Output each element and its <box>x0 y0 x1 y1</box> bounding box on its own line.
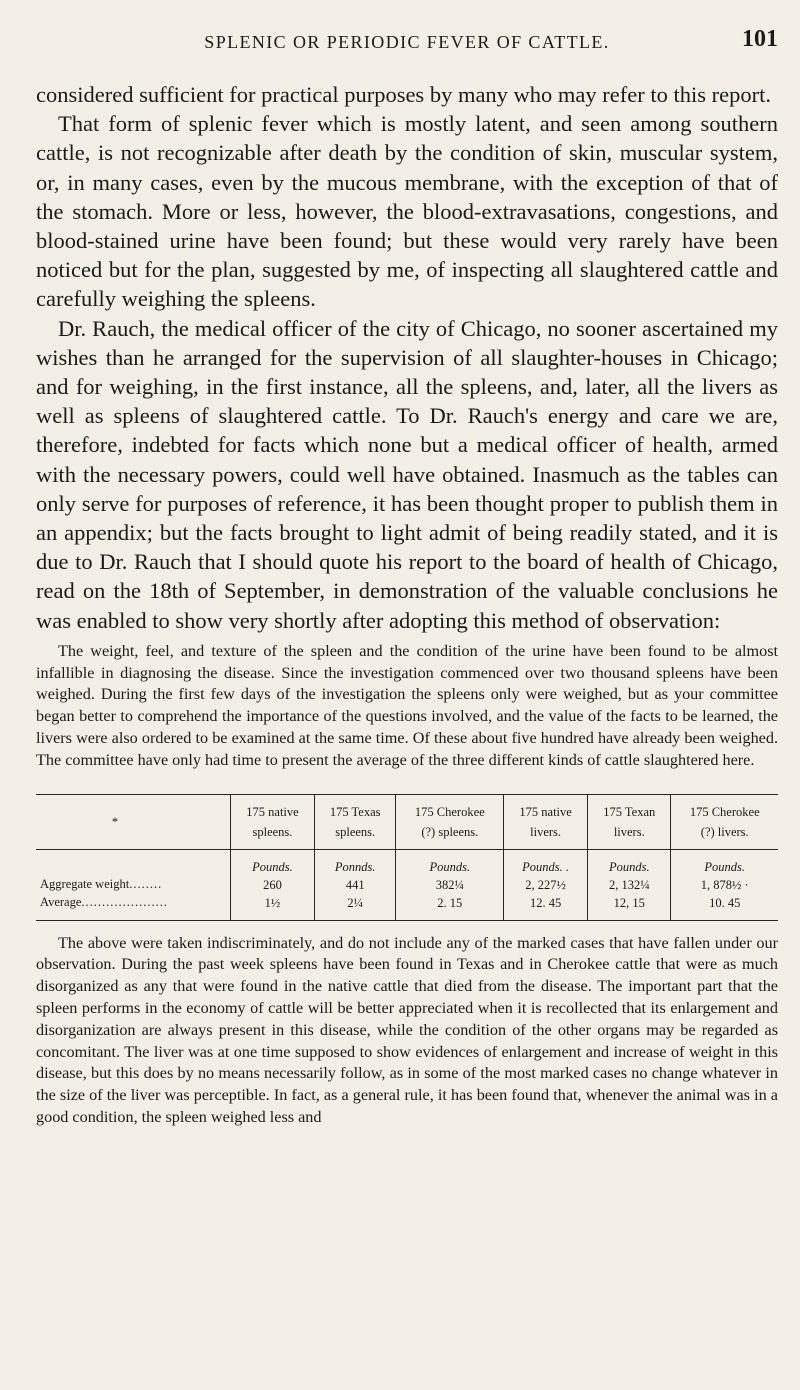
column-header <box>671 794 778 849</box>
table-header-row <box>36 794 778 849</box>
table-row <box>36 876 778 894</box>
table-cell: 260 <box>231 876 315 894</box>
weights-table <box>36 794 778 921</box>
column-header-line: 175 native <box>246 804 299 819</box>
paragraph: The above were taken indiscriminately, and do not include any of the marked cases that have fallen under our observation. During the past week spleens have been found in Texas and in Cherokee cattle that were as much disorganized as any that were found in the native cattle that died from the disease. The important part that the spleen performs in the economy of cattle will be better appreciated when it is recollected that its enlargement and disorganization are always present in this disease, while the condition of the other organs may be regarded as concomitant. The liver was at one time supposed to show evidences of enlargement and increase of weight in this disease, but this does by no means necessarily follow, as in some of the most marked cases no change whatever in the size of the liver was perceptible. In fact, as a general rule, it has been found that, whenever the animal was in a good condition, the spleen weighed less and <box>36 933 778 1127</box>
table-cell: 2¼ <box>314 894 396 921</box>
table-cell: 12, 15 <box>588 894 671 921</box>
column-header <box>314 794 396 849</box>
page-number: 101 <box>742 26 778 52</box>
unit-cell: Pounds. <box>396 849 504 876</box>
table-stub-header <box>36 794 231 849</box>
unit-cell: Pounds. <box>588 849 671 876</box>
unit-cell: Pounds. <box>231 849 315 876</box>
paragraph: Dr. Rauch, the medical officer of the city of Chicago, no sooner ascertained my wishes than he arranged for the supervision of all slaughter-houses in Chicago; and for weighing, in the first instance, all the spleens, and, later, all the livers as well as spleens of slaughtered cattle. To Dr. Rauch's energy and care we are, therefore, indebted for facts which none but a medical officer of health, armed with the necessary powers, could well have obtained. Inasmuch as the tables can only serve for purposes of reference, it has been thought proper to publish them in an appendix; but the facts brought to light admit of being readily stated, and it is due to Dr. Rauch that I should quote his report to the board of health of Chicago, read on the 18th of September, in demonstration of the valuable conclusions he was enabled to show very shortly after adopting this method of observation: <box>36 315 778 633</box>
column-header <box>504 794 588 849</box>
table-cell: 1, 878½ · <box>671 876 778 894</box>
asterisk-mark: * <box>111 814 119 829</box>
unit-cell: Pounds. <box>671 849 778 876</box>
column-header-line: 175 Texan <box>603 804 656 819</box>
table-cell: 12. 45 <box>504 894 588 921</box>
table-cell: 1½ <box>231 894 315 921</box>
unit-cell: Ponnds. <box>314 849 396 876</box>
unit-cell: Pounds. . <box>504 849 588 876</box>
column-header-line: livers. <box>530 824 562 839</box>
dot-leader: ..................... <box>81 895 169 910</box>
table-cell: 382¼ <box>396 876 504 894</box>
running-head <box>36 0 778 60</box>
book-page <box>36 0 778 1129</box>
column-header-line: spleens. <box>335 824 376 839</box>
quote-paragraph: The weight, feel, and texture of the spleen and the condition of the urine have been found to be almost infallible in diagnosing the disease. Since the investigation commenced over two thousand spleens have been weighed. During the first few days of the investigation the spleens only were weighed, but as your committee began better to comprehend the importance of the questions involved, and the value of the facts to be learned, the livers were also ordered to be examined at the same time. Of these about five hundred have already been weighed. The committee have only had time to present the average of the three different kinds of cattle slaughtered here. <box>36 641 778 769</box>
table-stub-cell <box>36 849 231 876</box>
row-label <box>36 894 231 921</box>
column-header-line: 175 Cherokee <box>689 804 760 819</box>
column-header-line: livers. <box>613 824 645 839</box>
row-label-text: Average <box>40 895 82 910</box>
column-header-line: spleens. <box>252 824 293 839</box>
column-header-line: (?) spleens. <box>421 824 479 839</box>
table-cell: 2, 227½ <box>504 876 588 894</box>
table-units-row <box>36 849 778 876</box>
quoted-report <box>36 641 778 772</box>
column-header <box>588 794 671 849</box>
row-label-text: Aggregate weight <box>40 877 130 892</box>
column-header-line: 175 Cherokee <box>414 804 485 819</box>
table-cell: 441 <box>314 876 396 894</box>
column-header-line: 175 Texas <box>329 804 381 819</box>
table-cell: 2, 132¼ <box>588 876 671 894</box>
row-label <box>36 876 231 894</box>
table-cell: 2. 15 <box>396 894 504 921</box>
body-text <box>36 80 778 635</box>
column-header-line: 175 native <box>519 804 572 819</box>
paragraph: That form of splenic fever which is mostly latent, and seen among southern cattle, is not recognizable after death by the condition of skin, muscular system, or, in many cases, even by the mucous membrane, with the exception of that of the stomach. More or less, however, the blood-extravasations, congestions, and blood-stained urine have been found; but these would very rarely have been noticed but for the plan, suggested by me, of inspecting all slaughtered cattle and carefully weighing the spleens. <box>36 111 778 312</box>
dot-leader: ........ <box>129 877 163 892</box>
column-header-line: (?) livers. <box>700 824 749 839</box>
table-row <box>36 894 778 921</box>
table-cell: 10. 45 <box>671 894 778 921</box>
column-header <box>231 794 315 849</box>
paragraph: considered sufficient for practical purposes by many who may refer to this report. <box>36 82 771 107</box>
column-header <box>396 794 504 849</box>
after-table-text <box>36 933 778 1129</box>
running-head-title: SPLENIC OR PERIODIC FEVER OF CATTLE. <box>204 32 610 52</box>
